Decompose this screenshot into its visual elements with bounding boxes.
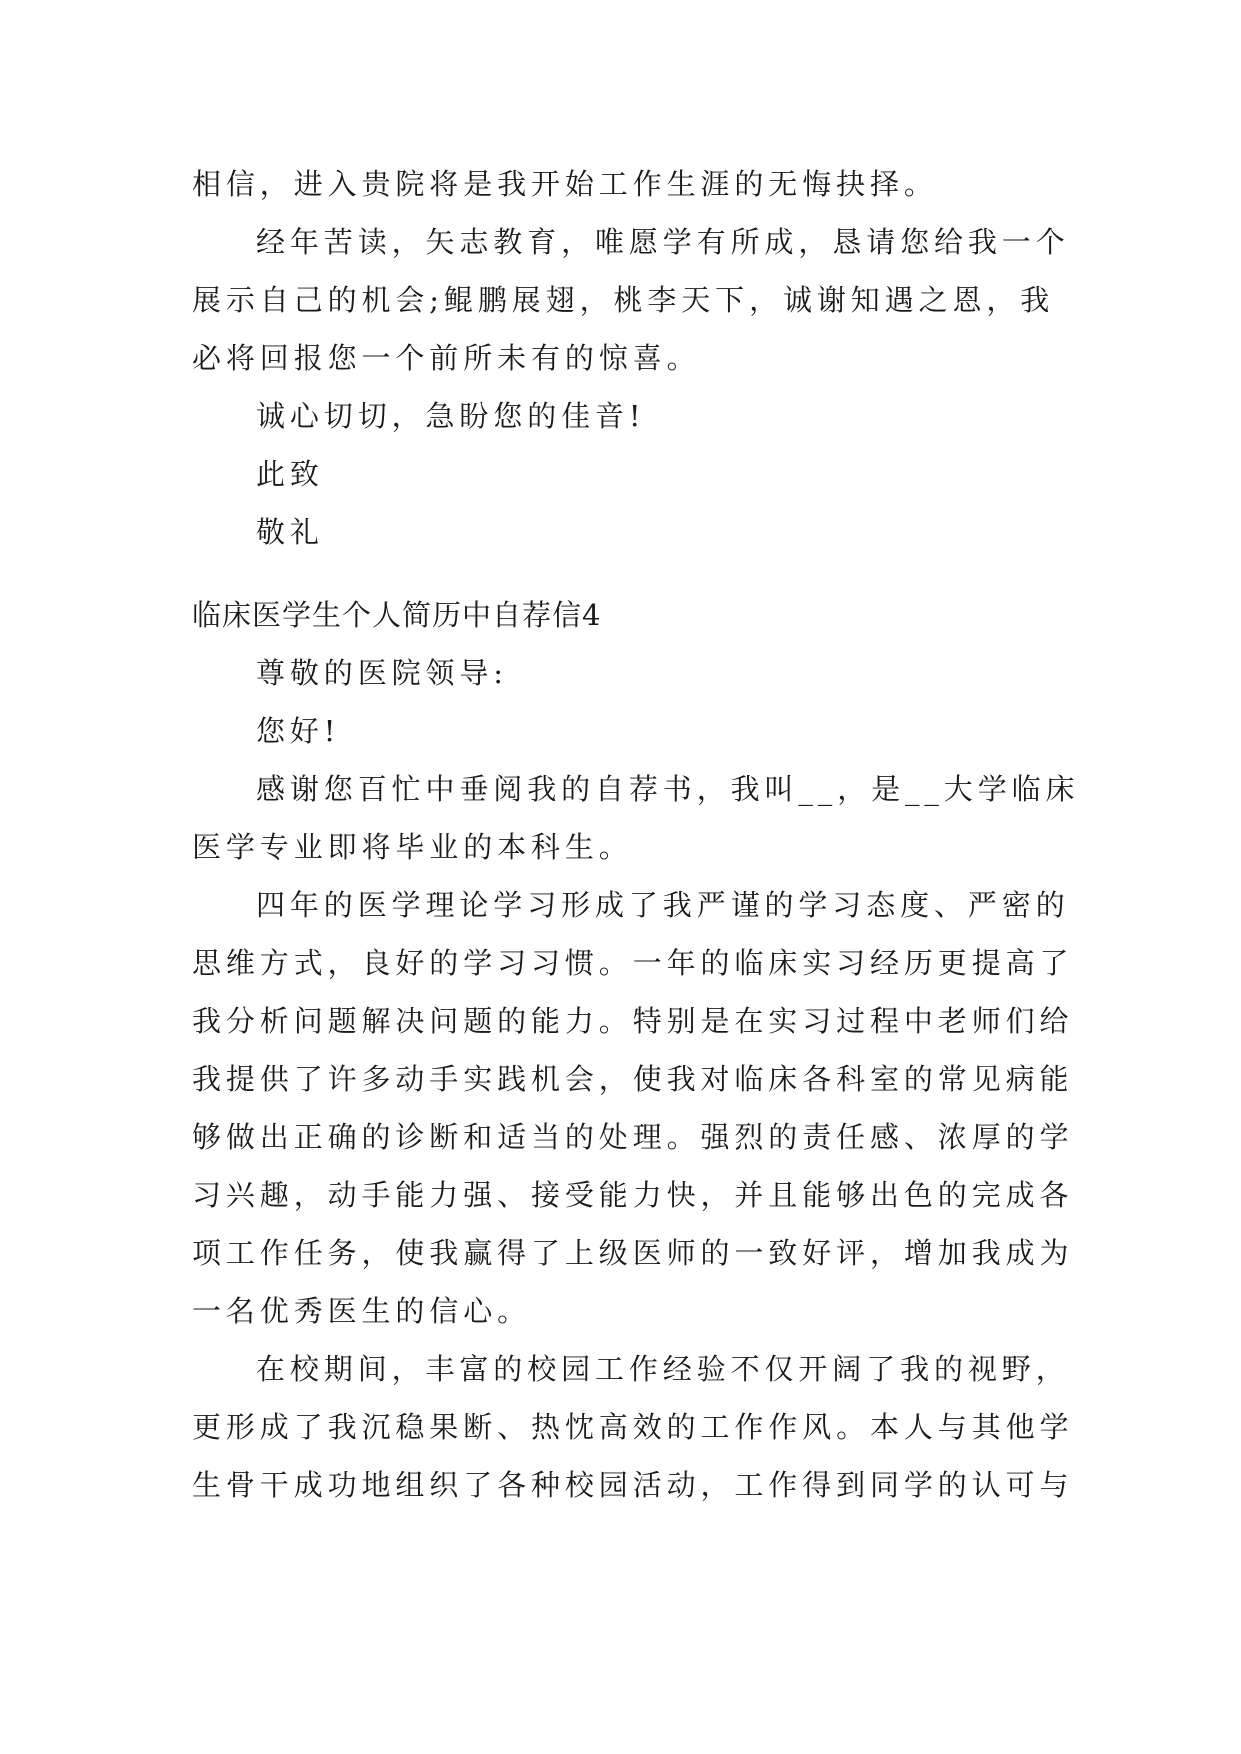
paragraph-line: 在校期间，丰富的校园工作经验不仅开阔了我的视野，	[256, 1352, 1070, 1386]
paragraph-line: 展示自己的机会;鲲鹏展翅，桃李天下，诚谢知遇之恩，我	[192, 283, 1055, 317]
paragraph-line: 项工作任务，使我赢得了上级医师的一致好评，增加我成为	[192, 1236, 1074, 1270]
closing-line: 此致	[256, 457, 324, 491]
paragraph-line: 习兴趣，动手能力强、接受能力快，并且能够出色的完成各	[192, 1178, 1074, 1212]
paragraph-line: 感谢您百忙中垂阅我的自荐书，我叫__，是__大学临床	[256, 772, 1080, 806]
paragraph-line: 我提供了许多动手实践机会，使我对临床各科室的常见病能	[192, 1062, 1074, 1096]
greeting: 您好!	[256, 714, 341, 748]
salutation: 尊敬的医院领导:	[256, 656, 508, 690]
section-heading: 临床医学生个人简历中自荐信4	[192, 598, 602, 632]
paragraph-line: 医学专业即将毕业的本科生。	[192, 830, 633, 864]
paragraph-line: 四年的医学理论学习形成了我严谨的学习态度、严密的	[256, 888, 1070, 922]
paragraph-line: 我分析问题解决问题的能力。特别是在实习过程中老师们给	[192, 1004, 1074, 1038]
paragraph-line: 更形成了我沉稳果断、热忱高效的工作作风。本人与其他学	[192, 1410, 1074, 1444]
paragraph-line: 诚心切切，急盼您的佳音!	[256, 399, 646, 433]
paragraph-line: 思维方式，良好的学习习惯。一年的临床实习经历更提高了	[192, 946, 1074, 980]
paragraph-line: 必将回报您一个前所未有的惊喜。	[192, 341, 701, 375]
paragraph-line: 够做出正确的诊断和适当的处理。强烈的责任感、浓厚的学	[192, 1120, 1074, 1154]
paragraph-line: 经年苦读，矢志教育，唯愿学有所成，恳请您给我一个	[256, 225, 1070, 259]
paragraph-line: 一名优秀医生的信心。	[192, 1294, 532, 1328]
closing-line: 敬礼	[256, 515, 324, 549]
paragraph-line: 生骨干成功地组织了各种校园活动，工作得到同学的认可与	[192, 1468, 1074, 1502]
paragraph-line: 相信，进入贵院将是我开始工作生涯的无悔抉择。	[192, 167, 938, 201]
